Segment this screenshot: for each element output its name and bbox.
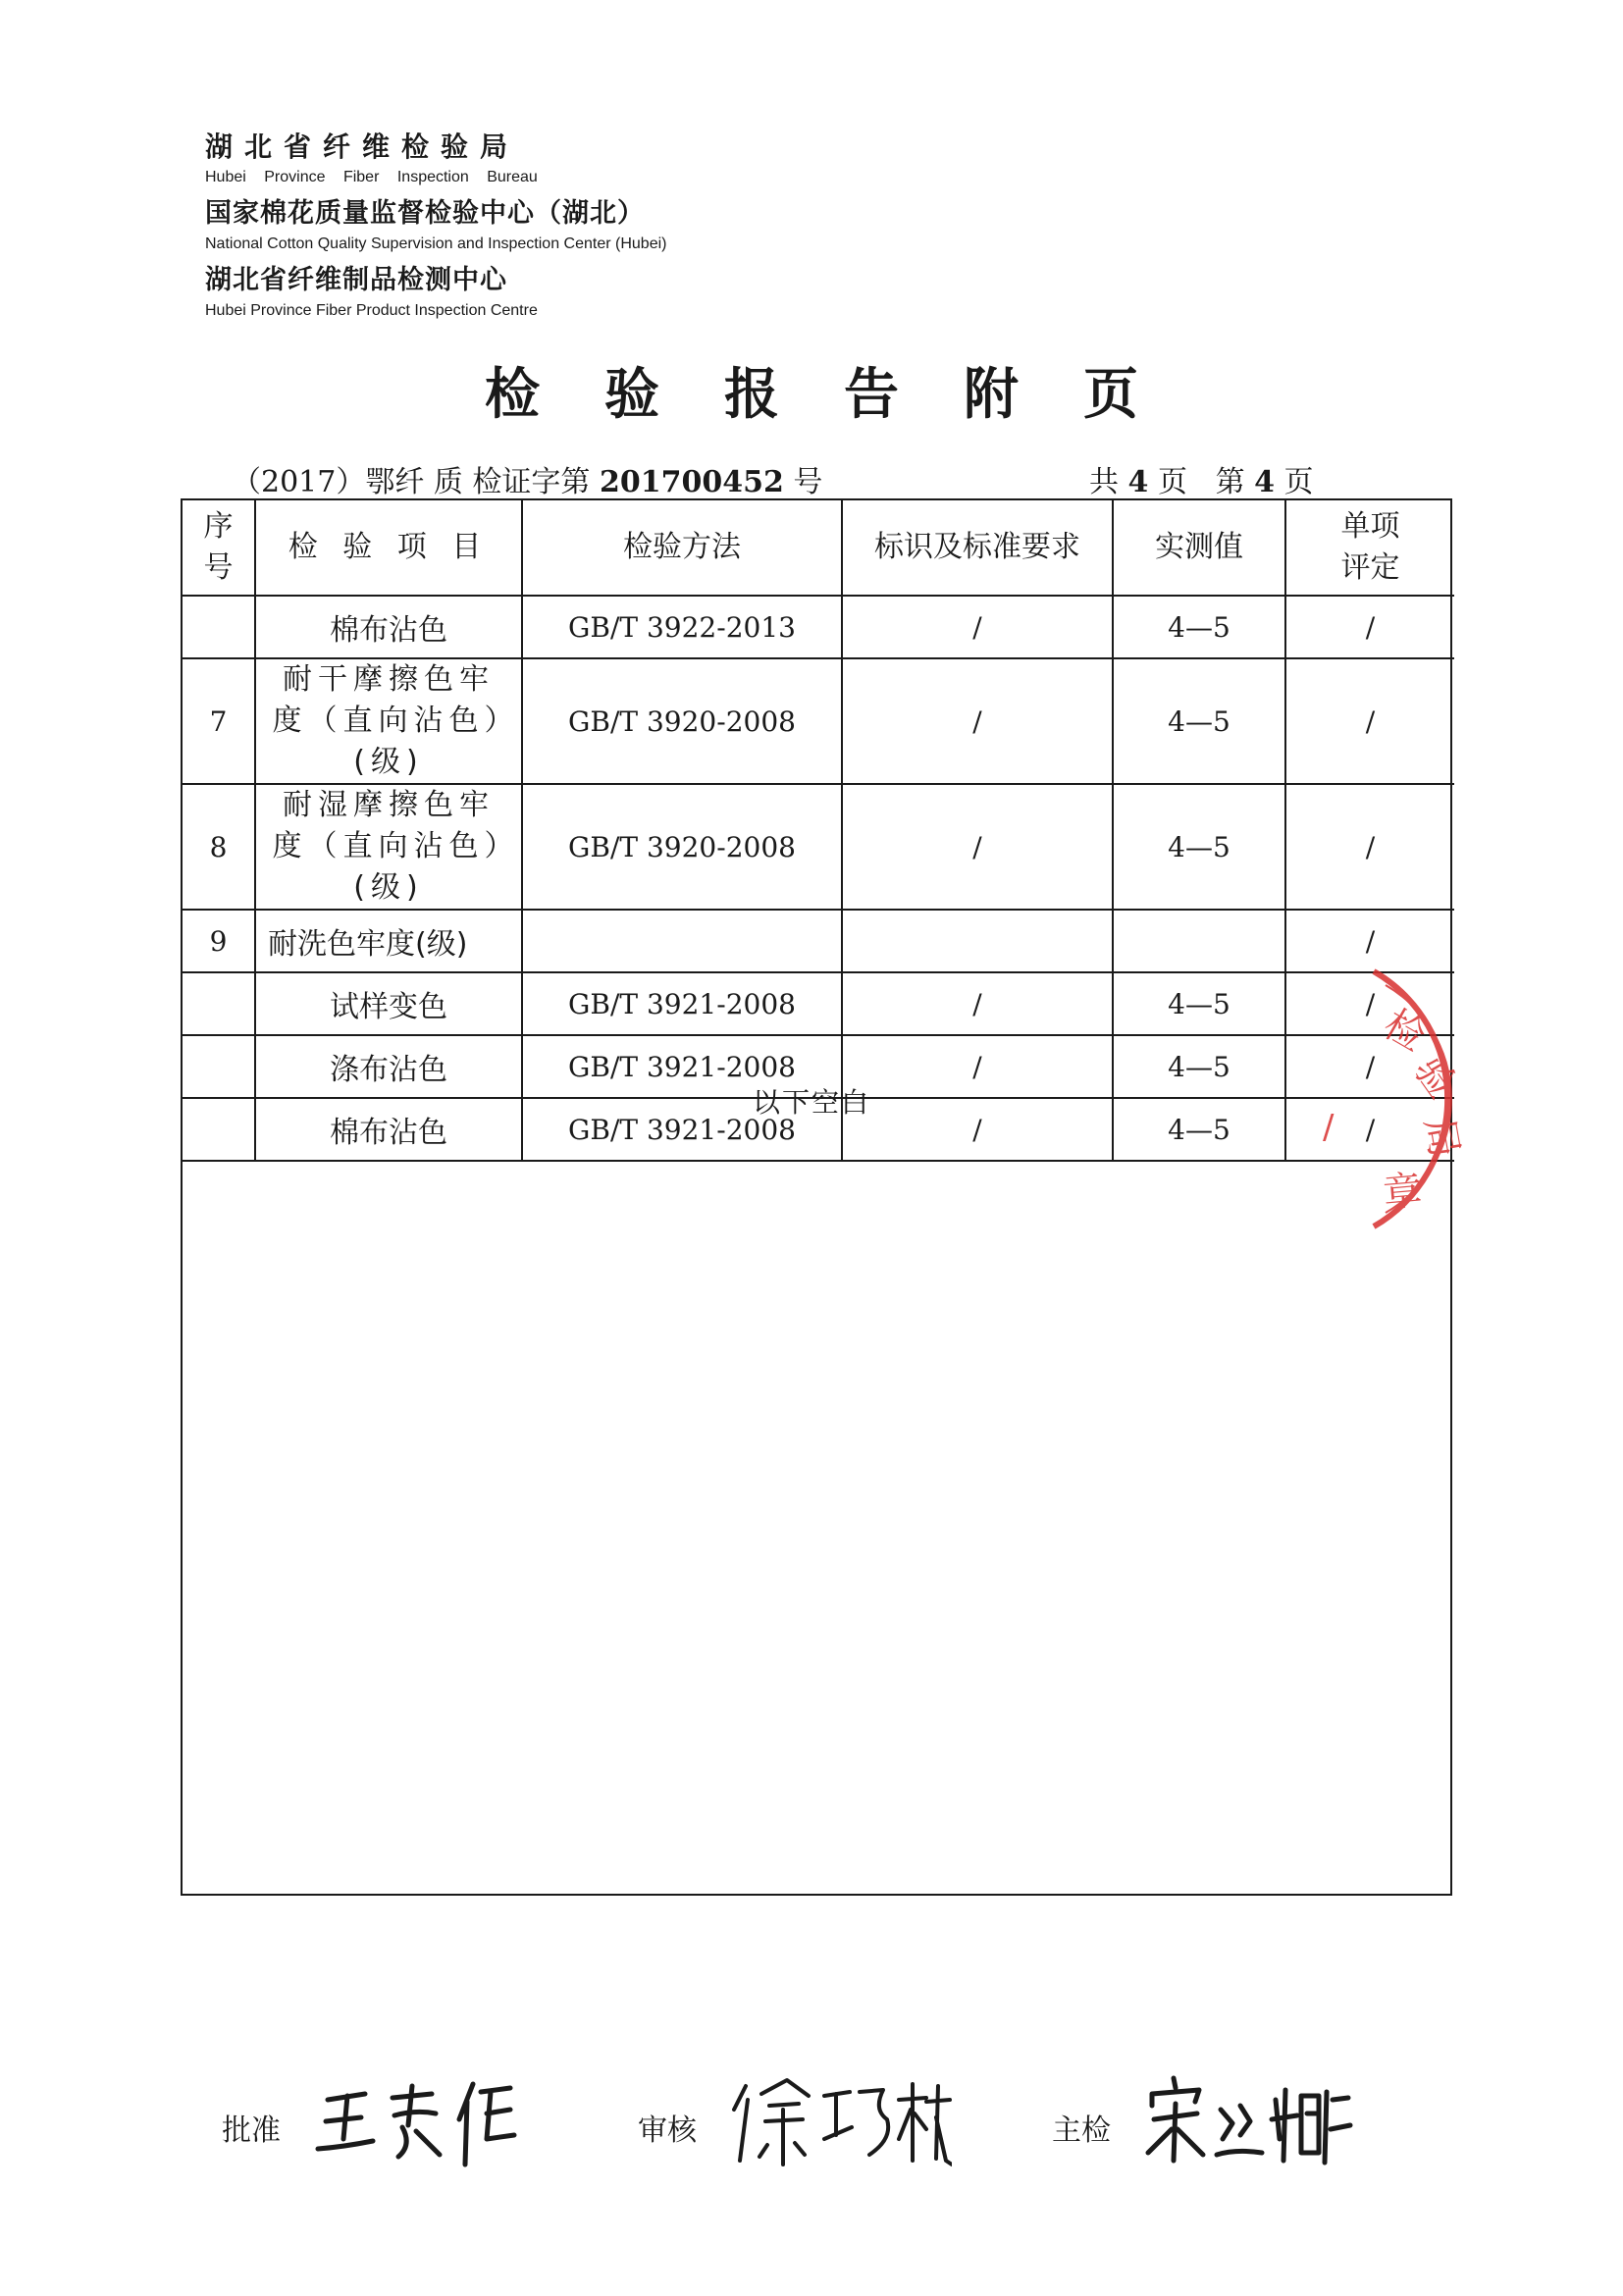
row-seq: 8 bbox=[183, 784, 255, 910]
results-table bbox=[183, 500, 1454, 1162]
row-measured: 4—5 bbox=[1113, 596, 1285, 658]
total-pages: 4 bbox=[1127, 465, 1149, 499]
table-row bbox=[183, 910, 1454, 972]
certificate-serial: 201700452 bbox=[599, 465, 784, 499]
issuer-header bbox=[205, 128, 666, 322]
row-measured bbox=[1113, 910, 1285, 972]
bureau-name-cn: 湖北省纤维检验局 bbox=[205, 130, 520, 163]
center-name-cn: 国家棉花质量监督检验中心（湖北） bbox=[205, 198, 645, 229]
inspection-seal-stamp bbox=[1315, 942, 1550, 1256]
review-signature bbox=[726, 2070, 952, 2168]
stamp-char-2: 验 bbox=[1405, 1048, 1465, 1107]
product-center-name-cn: 湖北省纤维制品检测中心 bbox=[205, 265, 507, 295]
row-seq: 9 bbox=[183, 910, 255, 972]
inspector-label: 主检 bbox=[1052, 2113, 1111, 2148]
row-requirement: / bbox=[842, 596, 1113, 658]
total-pages-prefix: 共 bbox=[1089, 465, 1119, 499]
row-requirement: / bbox=[842, 1098, 1113, 1161]
certificate-suffix: 号 bbox=[793, 465, 823, 499]
header-method: 检验方法 bbox=[522, 500, 842, 596]
header-item: 检 验 项 目 bbox=[255, 500, 522, 596]
center-name-en: National Cotton Quality Supervision and Inspection Center (Hubei) bbox=[205, 235, 667, 252]
blank-below-note: 以下空白 bbox=[752, 1086, 870, 1119]
row-method: GB/T 3922-2013 bbox=[522, 596, 842, 658]
header-seq: 序号 bbox=[183, 500, 255, 596]
table-header-row bbox=[183, 500, 1454, 596]
row-requirement: / bbox=[842, 658, 1113, 784]
row-requirement bbox=[842, 910, 1113, 972]
row-verdict: / bbox=[1285, 1098, 1454, 1161]
certificate-prefix: （2017）鄂纤 质 检证字第 bbox=[232, 465, 591, 499]
row-verdict: / bbox=[1285, 784, 1454, 910]
page-number: 4 bbox=[1254, 465, 1275, 499]
row-seq bbox=[183, 596, 255, 658]
approve-signature bbox=[314, 2070, 530, 2168]
row-method: GB/T 3920-2008 bbox=[522, 658, 842, 784]
row-measured: 4—5 bbox=[1113, 972, 1285, 1035]
page-number-prefix: 第 bbox=[1215, 465, 1245, 499]
certificate-number bbox=[232, 457, 822, 500]
row-item: 棉布沾色 bbox=[255, 596, 522, 658]
review-label: 审核 bbox=[638, 2113, 697, 2148]
stamp-char-1: 检 bbox=[1376, 1001, 1433, 1061]
header-requirement: 标识及标准要求 bbox=[842, 500, 1113, 596]
inspector-signature bbox=[1138, 2070, 1354, 2168]
row-method: GB/T 3921-2008 bbox=[522, 1035, 842, 1098]
row-verdict: / bbox=[1285, 1035, 1454, 1098]
row-item: 试样变色 bbox=[255, 972, 522, 1035]
header-measured: 实测值 bbox=[1113, 500, 1285, 596]
row-measured: 4—5 bbox=[1113, 784, 1285, 910]
table-row bbox=[183, 596, 1454, 658]
row-item: 涤布沾色 bbox=[255, 1035, 522, 1098]
page-counter bbox=[1089, 457, 1314, 500]
row-seq bbox=[183, 972, 255, 1035]
approve-label: 批准 bbox=[222, 2113, 281, 2148]
row-method: GB/T 3921-2008 bbox=[522, 972, 842, 1035]
row-seq: 7 bbox=[183, 658, 255, 784]
row-requirement: / bbox=[842, 784, 1113, 910]
row-requirement: / bbox=[842, 1035, 1113, 1098]
row-measured: 4—5 bbox=[1113, 1098, 1285, 1161]
row-item: 棉布沾色 bbox=[255, 1098, 522, 1161]
row-verdict: / bbox=[1285, 910, 1454, 972]
row-verdict: / bbox=[1285, 596, 1454, 658]
row-requirement: / bbox=[842, 972, 1113, 1035]
row-method: GB/T 3921-2008 bbox=[522, 1098, 842, 1161]
product-center-name-en: Hubei Province Fiber Product Inspection Centre bbox=[205, 302, 538, 319]
stamp-slash: / bbox=[1323, 1108, 1335, 1147]
row-measured: 4—5 bbox=[1113, 1035, 1285, 1098]
results-table-frame bbox=[181, 498, 1452, 1896]
row-method bbox=[522, 910, 842, 972]
row-measured: 4—5 bbox=[1113, 658, 1285, 784]
row-item: 耐湿摩擦色牢度（直向沾色）(级) bbox=[255, 784, 522, 910]
table-row bbox=[183, 784, 1454, 910]
stamp-char-3: 局 bbox=[1415, 1114, 1468, 1162]
header-verdict: 单项评定 bbox=[1285, 500, 1454, 596]
row-verdict: / bbox=[1285, 658, 1454, 784]
page-number-unit: 页 bbox=[1283, 465, 1314, 499]
row-method: GB/T 3920-2008 bbox=[522, 784, 842, 910]
bureau-name-en: Hubei Province Fiber Inspection Bureau bbox=[205, 169, 538, 185]
row-verdict: / bbox=[1285, 972, 1454, 1035]
table-row bbox=[183, 658, 1454, 784]
row-item: 耐洗色牢度(级) bbox=[255, 910, 522, 972]
stamp-char-4: 章 bbox=[1381, 1168, 1425, 1217]
total-pages-unit: 页 bbox=[1157, 465, 1187, 499]
row-item: 耐干摩擦色牢度（直向沾色）(级) bbox=[255, 658, 522, 784]
page-title: 检验报告附页 bbox=[485, 363, 1203, 427]
table-row bbox=[183, 972, 1454, 1035]
